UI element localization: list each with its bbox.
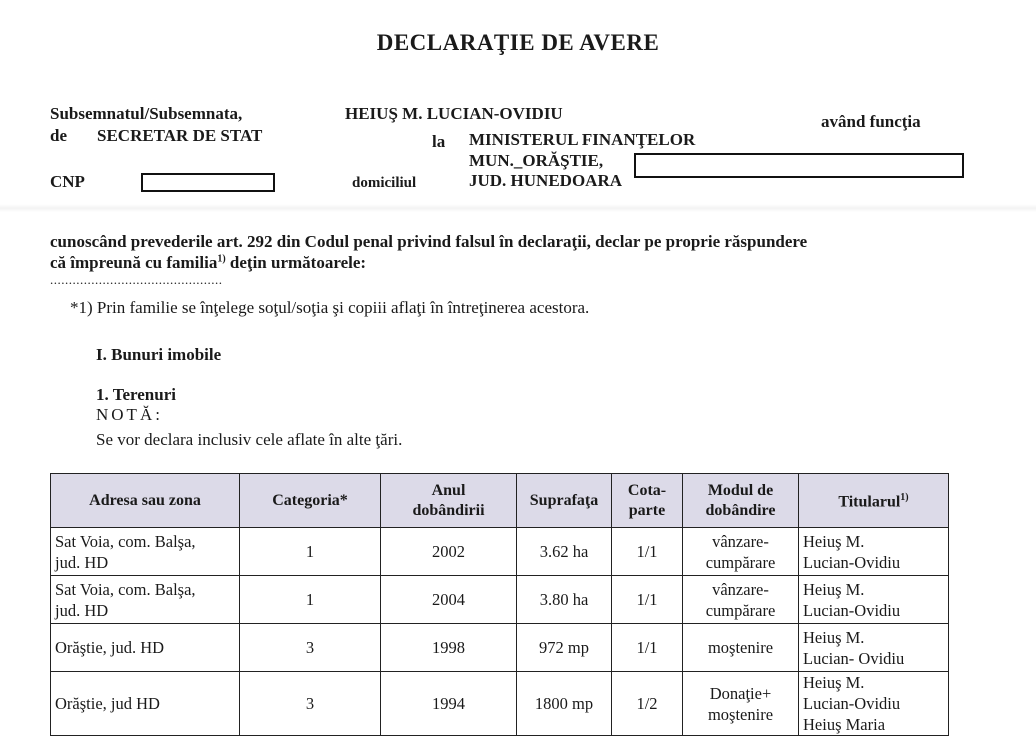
table-row [51,624,949,672]
cell-titular: Heiuş M. Lucian- Ovidiu [799,624,949,672]
table-row [51,528,949,576]
footnote-ref: 1) [217,253,226,265]
cell-anul: 2002 [381,528,517,576]
cell-adresa: Sat Voia, com. Balşa, jud. HD [51,528,240,576]
redacted-cnp-box [141,173,275,192]
institution-value: MINISTERUL FINANŢELOR [469,130,696,149]
cell-anul: 1994 [381,672,517,736]
cell-cota: 1/1 [612,576,683,624]
cell-modul: vânzare- cumpărare [683,528,799,576]
header-titularul-sup: 1) [900,492,909,504]
de-label: de [50,126,67,145]
section-heading: I. Bunuri imobile [96,345,222,364]
position-value: SECRETAR DE STAT [97,126,263,145]
cell-titular: Heiuş M. Lucian-Ovidiu [799,528,949,576]
cell-categoria: 3 [240,672,381,736]
cell-suprafata: 1800 mp [517,672,612,736]
address-line-1: MUN._ORĂŞTIE, [469,151,604,170]
header-cota-parte: Cota- parte [612,474,683,528]
subsemnatul-label: Subsemnatul/Subsemnata, [50,104,243,123]
table-header-row [51,474,949,528]
header-adresa: Adresa sau zona [51,474,240,528]
cell-modul: vânzare- cumpărare [683,576,799,624]
cell-cota: 1/1 [612,528,683,576]
document-title: DECLARAŢIE DE AVERE [376,30,660,55]
cell-suprafata: 972 mp [517,624,612,672]
cell-categoria: 1 [240,528,381,576]
scan-fold-shadow [0,204,1036,212]
cnp-label: CNP [50,172,85,191]
la-label: la [432,132,446,151]
nota-label: NOTĂ: [96,405,163,424]
land-table [50,473,949,736]
statement-line-2-end: deţin următoarele: [229,253,367,272]
cell-adresa: Orăştie, jud HD [51,672,240,736]
header-categoria: Categoria* [240,474,381,528]
header-anul: Anul dobândirii [381,474,517,528]
statement-line-2 [50,253,366,273]
table-row [51,576,949,624]
table-row [51,672,949,736]
cell-suprafata: 3.80 ha [517,576,612,624]
cell-categoria: 3 [240,624,381,672]
redacted-address-box [634,153,964,178]
dotted-line: .............................................. [50,272,223,287]
cell-modul: moştenire [683,624,799,672]
domiciliul-label: domiciliul [352,175,417,191]
header-suprafata: Suprafaţa [517,474,612,528]
cell-categoria: 1 [240,576,381,624]
header-titularul [799,474,949,528]
address-line-2: JUD. HUNEDOARA [469,171,622,190]
subsection-heading: 1. Terenuri [96,385,176,404]
cell-anul: 1998 [381,624,517,672]
header-titularul-label: Titularul [838,493,901,511]
header-modul: Modul de dobândire [683,474,799,528]
cell-cota: 1/2 [612,672,683,736]
declarant-name: HEIUŞ M. LUCIAN-OVIDIU [345,104,563,123]
cell-titular: Heiuş M. Lucian-Ovidiu [799,576,949,624]
statement-line-2-start: că împreună cu familia [50,253,218,272]
cell-adresa: Sat Voia, com. Balşa, jud. HD [51,576,240,624]
avand-functia-label: având funcţia [821,112,921,131]
cell-anul: 2004 [381,576,517,624]
nota-text: Se vor declara inclusiv cele aflate în alte ţări. [96,430,403,449]
cell-adresa: Orăştie, jud. HD [51,624,240,672]
cell-titular: Heiuş M. Lucian-Ovidiu Heiuş Maria [799,672,949,736]
cell-modul: Donaţie+ moştenire [683,672,799,736]
cell-cota: 1/1 [612,624,683,672]
cell-suprafata: 3.62 ha [517,528,612,576]
statement-line-1: cunoscând prevederile art. 292 din Codul penal privind falsul în declaraţii, declar pe proprie răspundere [50,232,808,251]
family-footnote: *1) Prin familie se înţelege soţul/soţia şi copiii aflaţi în întreţinerea acestora. [70,298,590,317]
